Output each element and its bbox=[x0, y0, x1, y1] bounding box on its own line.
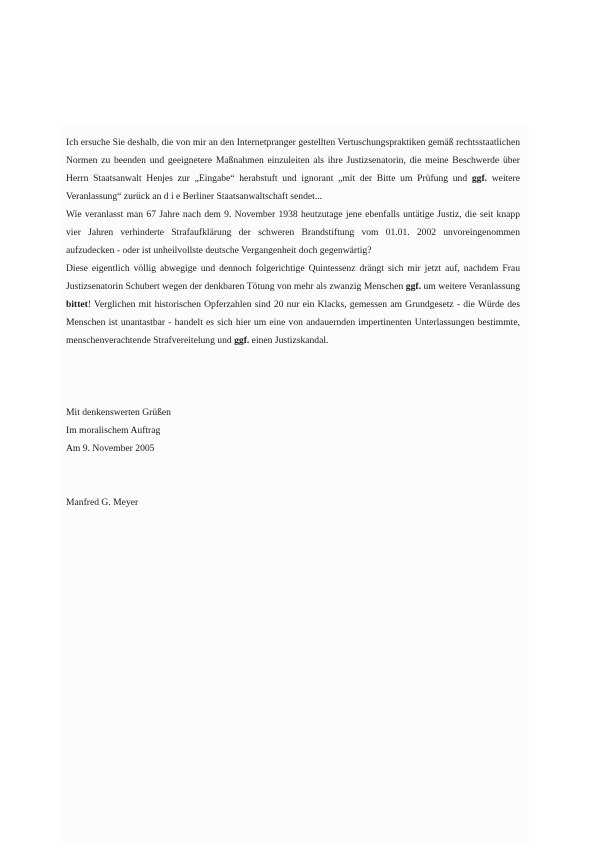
bold-run: ggf. bbox=[234, 335, 250, 346]
text-run: ! Verglichen mit historischen Opferzahlen sind 20 nur ein Klacks, gemessen am Grundgesetz - die Würde des Menschen ist unantastbar - handelt es sich hier um eine von andauernden impertinenten Unterlassungen bestimmte, menschenverachtende Strafvereitelung und bbox=[66, 299, 520, 346]
closing-block bbox=[66, 404, 171, 458]
paragraph-conclusion bbox=[66, 260, 520, 350]
text-run: um weitere Veranlassung bbox=[420, 281, 520, 292]
closing-greeting: Mit denkenswerten Grüßen bbox=[66, 407, 171, 418]
text-run: Diese eigentlich völlig abwegige und dennoch folgerichtige Quintessenz drängt sich mir jetzt auf, nachdem Frau Justizsenatorin Schubert wegen der denkbaren Tötung von mehr als zwanzig Menschen bbox=[66, 263, 520, 292]
closing-date: Am 9. November 2005 bbox=[66, 443, 155, 454]
signature-name: Manfred G. Meyer bbox=[66, 497, 139, 508]
text-run: Ich ersuche Sie deshalb, die von mir an den Internetpranger gestellten Vertuschungspraktiken gemäß rechtsstaatlichen Normen zu beenden und geeignetere Maßnahmen einzuleiten als ihre Justizsenatorin, die meine Beschwerde über Herrn Staatsanwalt Henjes zur „Eingabe“ herabstuft und ignorant „mit der Bitte um Prüfung und bbox=[66, 137, 520, 184]
text-run: weitere Veranlassung“ zurück an d i e Berliner Staatsanwaltschaft sendet... bbox=[66, 173, 520, 202]
bold-run: ggf. bbox=[405, 281, 421, 292]
text-run: einen Justizskandal. bbox=[249, 335, 329, 346]
bold-run: ggf. bbox=[471, 173, 488, 184]
paragraph-question bbox=[66, 206, 520, 260]
bold-run: bittet bbox=[66, 299, 88, 310]
paragraph-request bbox=[66, 134, 520, 206]
closing-mandate: Im moralischem Auftrag bbox=[66, 425, 161, 436]
letter-body bbox=[66, 134, 520, 350]
text-run: Wie veranlasst man 67 Jahre nach dem 9. November 1938 heutzutage jene ebenfalls untätige Justiz, die seit knapp vier Jahren verhinderte Strafaufklärung der schweren Brandstiftung vom 01.01. 2002 unvoreingenommen aufzudecken - oder ist unheilvollste deutsche Vergangenheit doch gegenwärtig? bbox=[66, 209, 520, 256]
